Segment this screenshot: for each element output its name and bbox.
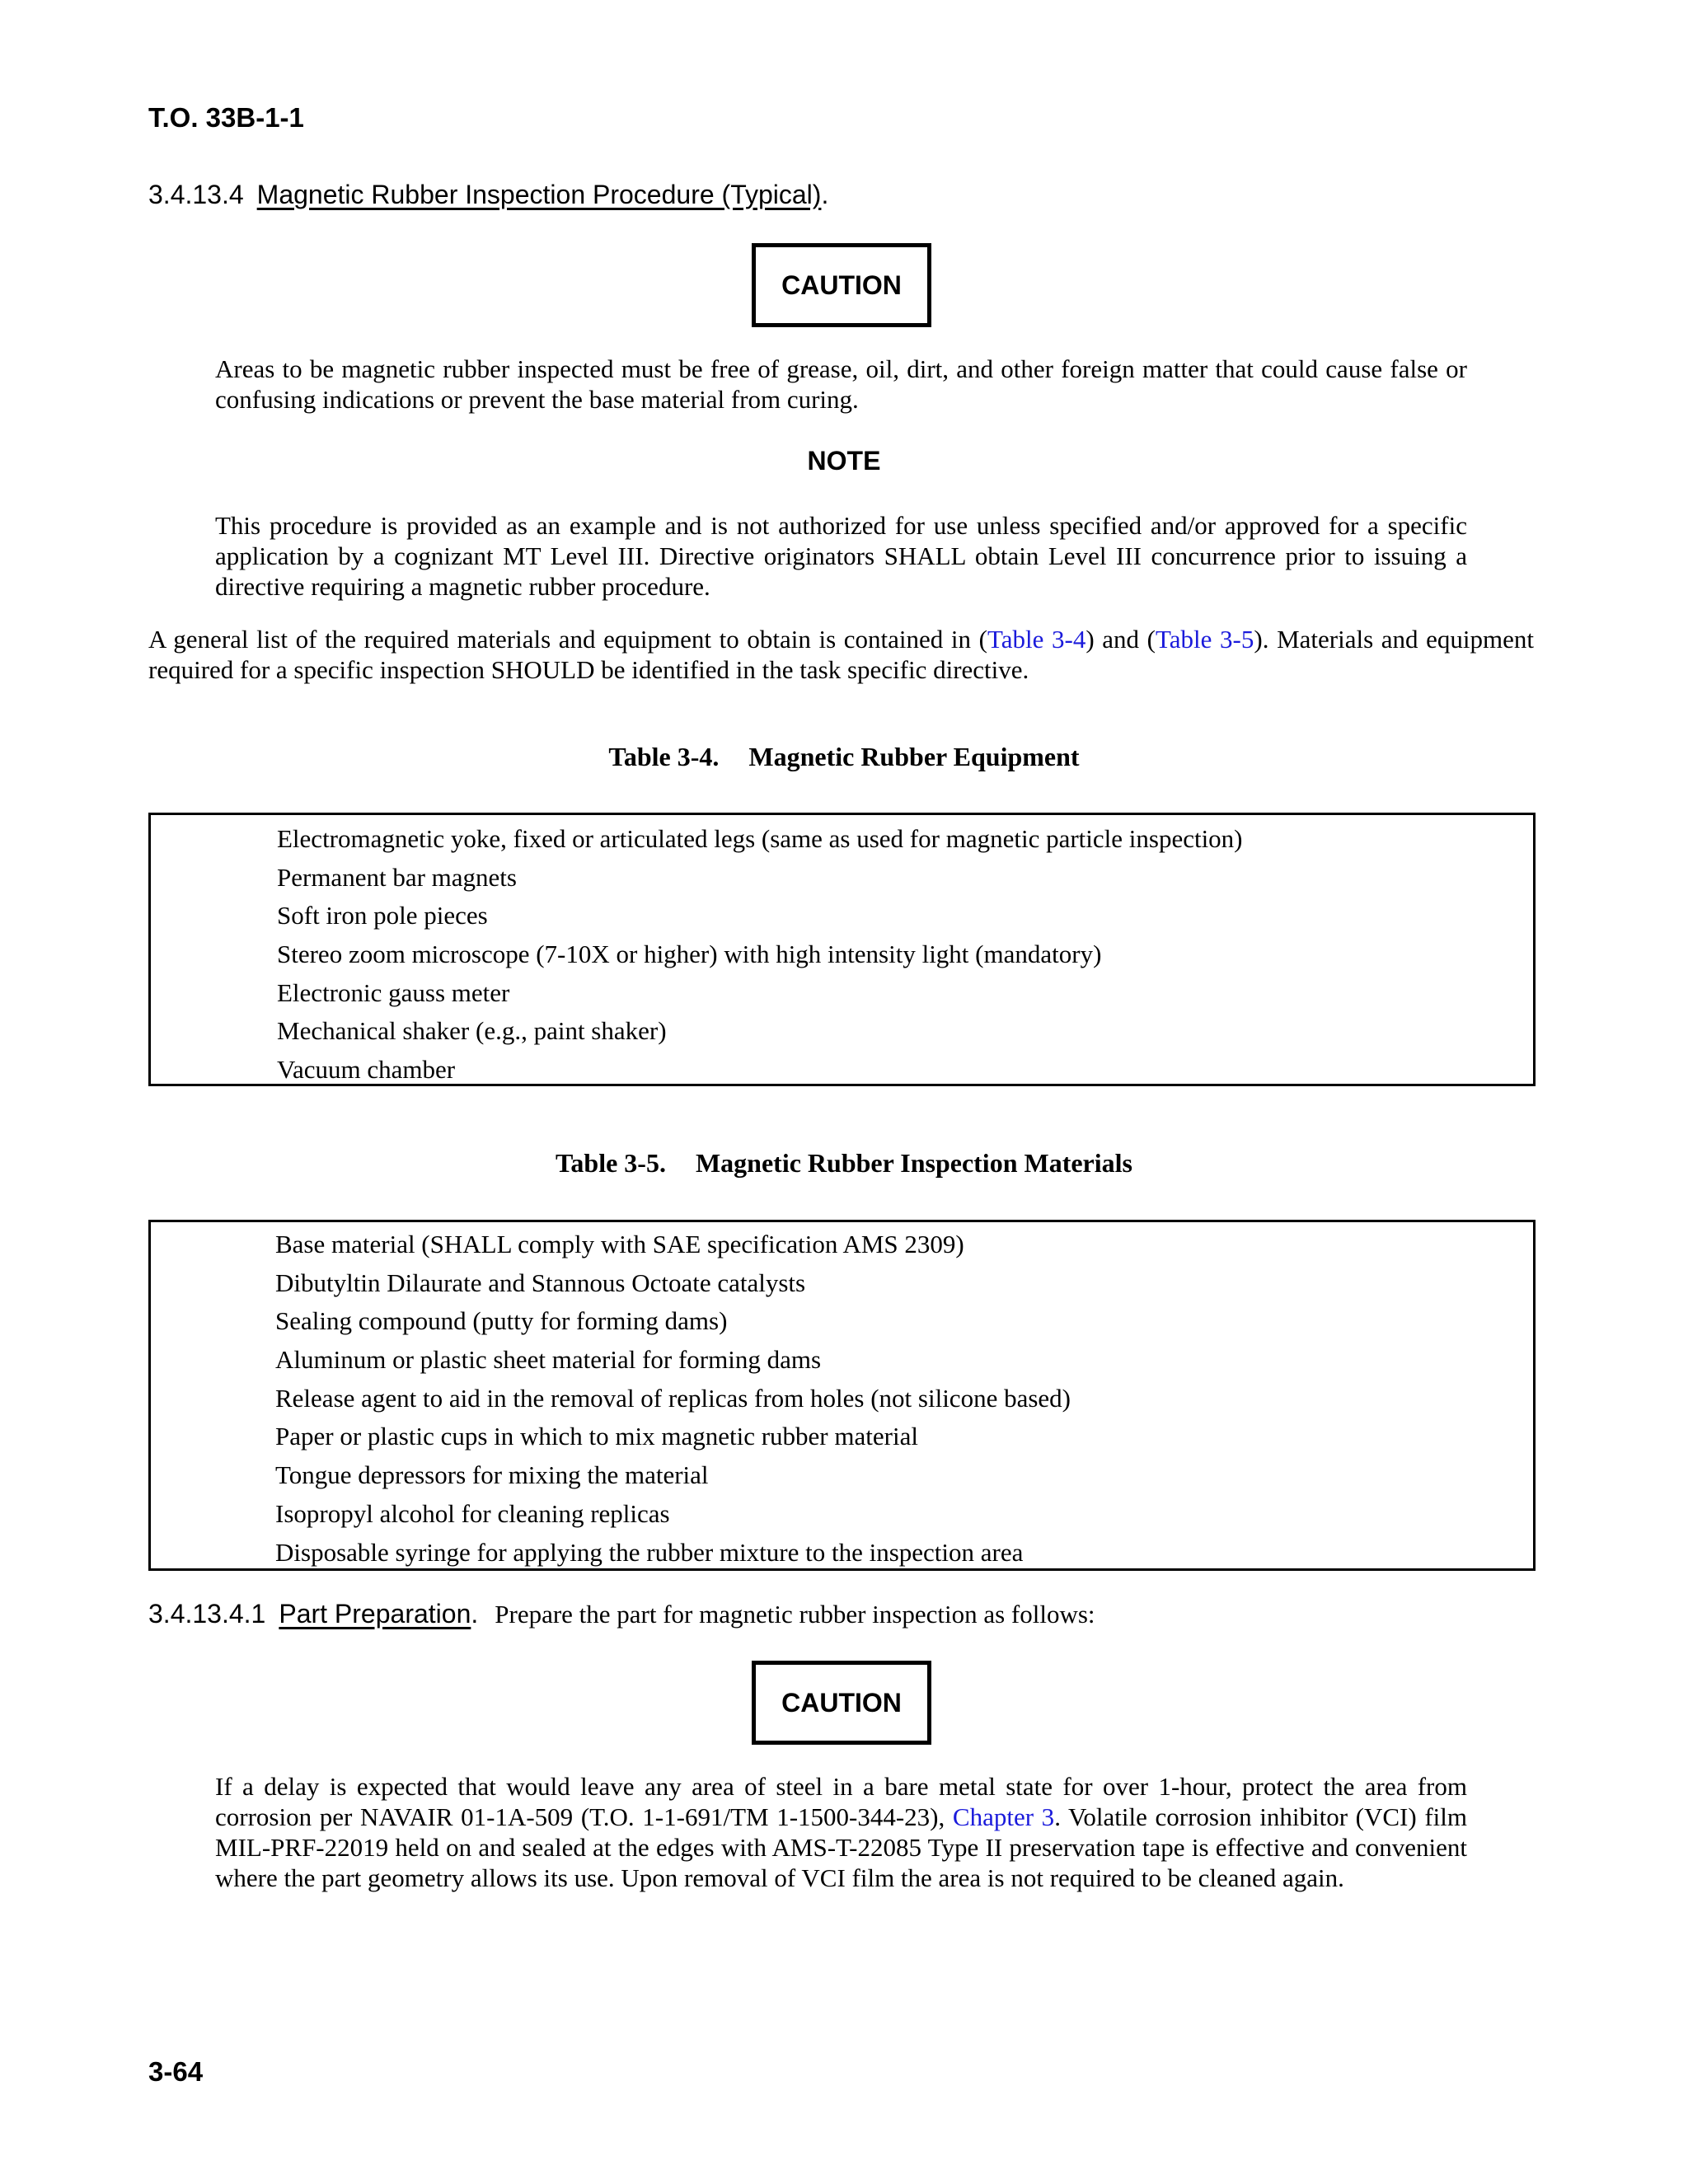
list-item: Release agent to aid in the removal of replicas from holes (not silicone based)	[275, 1383, 1071, 1413]
document-id: T.O. 33B-1-1	[148, 102, 304, 133]
table-3-5	[148, 1220, 1536, 1571]
section-body-text: Prepare the part for magnetic rubber inspection as follows:	[495, 1600, 1095, 1629]
table-3-4	[148, 813, 1536, 1086]
section-number: 3.4.13.4	[148, 180, 244, 209]
chapter-3-link[interactable]: Chapter 3	[952, 1802, 1055, 1831]
general-text-3: ). Materials and equipment required for a specific inspection SHOULD be identified in the task specific directive.	[148, 625, 1535, 684]
table-title: Magnetic Rubber Inspection Materials	[695, 1148, 1132, 1178]
list-item: Mechanical shaker (e.g., paint shaker)	[277, 1016, 667, 1046]
table-3-4-caption	[0, 742, 1688, 772]
section-title-period: .	[821, 180, 829, 209]
list-item: Sealing compound (putty for forming dams)	[275, 1306, 728, 1336]
list-item: Electromagnetic yoke, fixed or articulated legs (same as used for magnetic particle inspection)	[277, 824, 1243, 853]
page-number: 3-64	[148, 2056, 204, 2087]
list-item: Base material (SHALL comply with SAE specification AMS 2309)	[275, 1230, 964, 1258]
list-item: Tongue depressors for mixing the material	[275, 1460, 709, 1490]
list-item: Isopropyl alcohol for cleaning replicas	[275, 1498, 670, 1528]
section-heading-3-4-13-4-1	[148, 1599, 1095, 1629]
general-text-2: ) and (	[1085, 625, 1156, 654]
section-title: Part Preparation	[279, 1599, 471, 1629]
table-3-5-caption	[0, 1148, 1688, 1179]
note-label: NOTE	[807, 446, 881, 476]
list-item: Vacuum chamber	[277, 1055, 456, 1085]
list-item: Disposable syringe for applying the rubber mixture to the inspection area	[275, 1537, 1024, 1567]
caution-text-part-2: . Volatile corrosion inhibitor (VCI) film MIL-PRF-22019 held on and sealed at the edges with AMS-T-22085 Type II preservation tape is effective and convenient where the part geometry allows its use. Upon removal of VCI film the area is not required to be cleaned again.	[215, 1802, 1467, 1892]
caution-label: CAUTION	[781, 1687, 902, 1718]
materials-list	[275, 1226, 1071, 1572]
list-item: Electronic gauss meter	[277, 977, 510, 1007]
list-item: Paper or plastic cups in which to mix magnetic rubber material	[275, 1422, 918, 1451]
equipment-list	[277, 820, 1243, 1090]
list-item: Dibutyltin Dilaurate and Stannous Octoate catalysts	[275, 1268, 806, 1297]
caution-text-2	[215, 1771, 1467, 1893]
table-3-5-link[interactable]: Table 3-5	[1156, 625, 1254, 654]
table-3-4-link[interactable]: Table 3-4	[987, 625, 1086, 654]
general-paragraph	[148, 624, 1534, 685]
caution-label: CAUTION	[781, 269, 902, 300]
caution-text: Areas to be magnetic rubber inspected must be free of grease, oil, dirt, and other foreign matter that could cause false or confusing indications or prevent the base material from curing.	[215, 354, 1467, 414]
list-item: Aluminum or plastic sheet material for forming dams	[275, 1345, 822, 1375]
list-item: Stereo zoom microscope (7-10X or higher) with high intensity light (mandatory)	[277, 940, 1102, 969]
table-title: Magnetic Rubber Equipment	[748, 742, 1080, 771]
caution-box	[752, 243, 931, 327]
caution-box-2	[752, 1661, 931, 1745]
list-item: Permanent bar magnets	[277, 862, 517, 892]
section-title: Magnetic Rubber Inspection Procedure (Typical)	[256, 180, 822, 209]
note-text: This procedure is provided as an example and is not authorized for use unless specified and/or approved for a specific application by a cognizant MT Level III. Directive originators SHALL obtain Level III concurrence prior to issuing a directive requiring a magnetic rubber procedure.	[215, 511, 1467, 601]
section-title-period: .	[471, 1599, 479, 1629]
list-item: Soft iron pole pieces	[277, 901, 488, 930]
table-label: Table 3-4.	[608, 742, 720, 771]
section-heading-3-4-13-4	[148, 180, 828, 210]
table-label: Table 3-5.	[556, 1148, 666, 1178]
general-text-1: A general list of the required materials and equipment to obtain is contained in (	[148, 625, 987, 654]
section-number: 3.4.13.4.1	[148, 1599, 266, 1629]
caution-text-part-1: If a delay is expected that would leave any area of steel in a bare metal state for over 1-hour, protect the area from corrosion per NAVAIR 01-1A-509 (T.O. 1-1-691/TM 1-1500-344-23),	[215, 1772, 1467, 1831]
